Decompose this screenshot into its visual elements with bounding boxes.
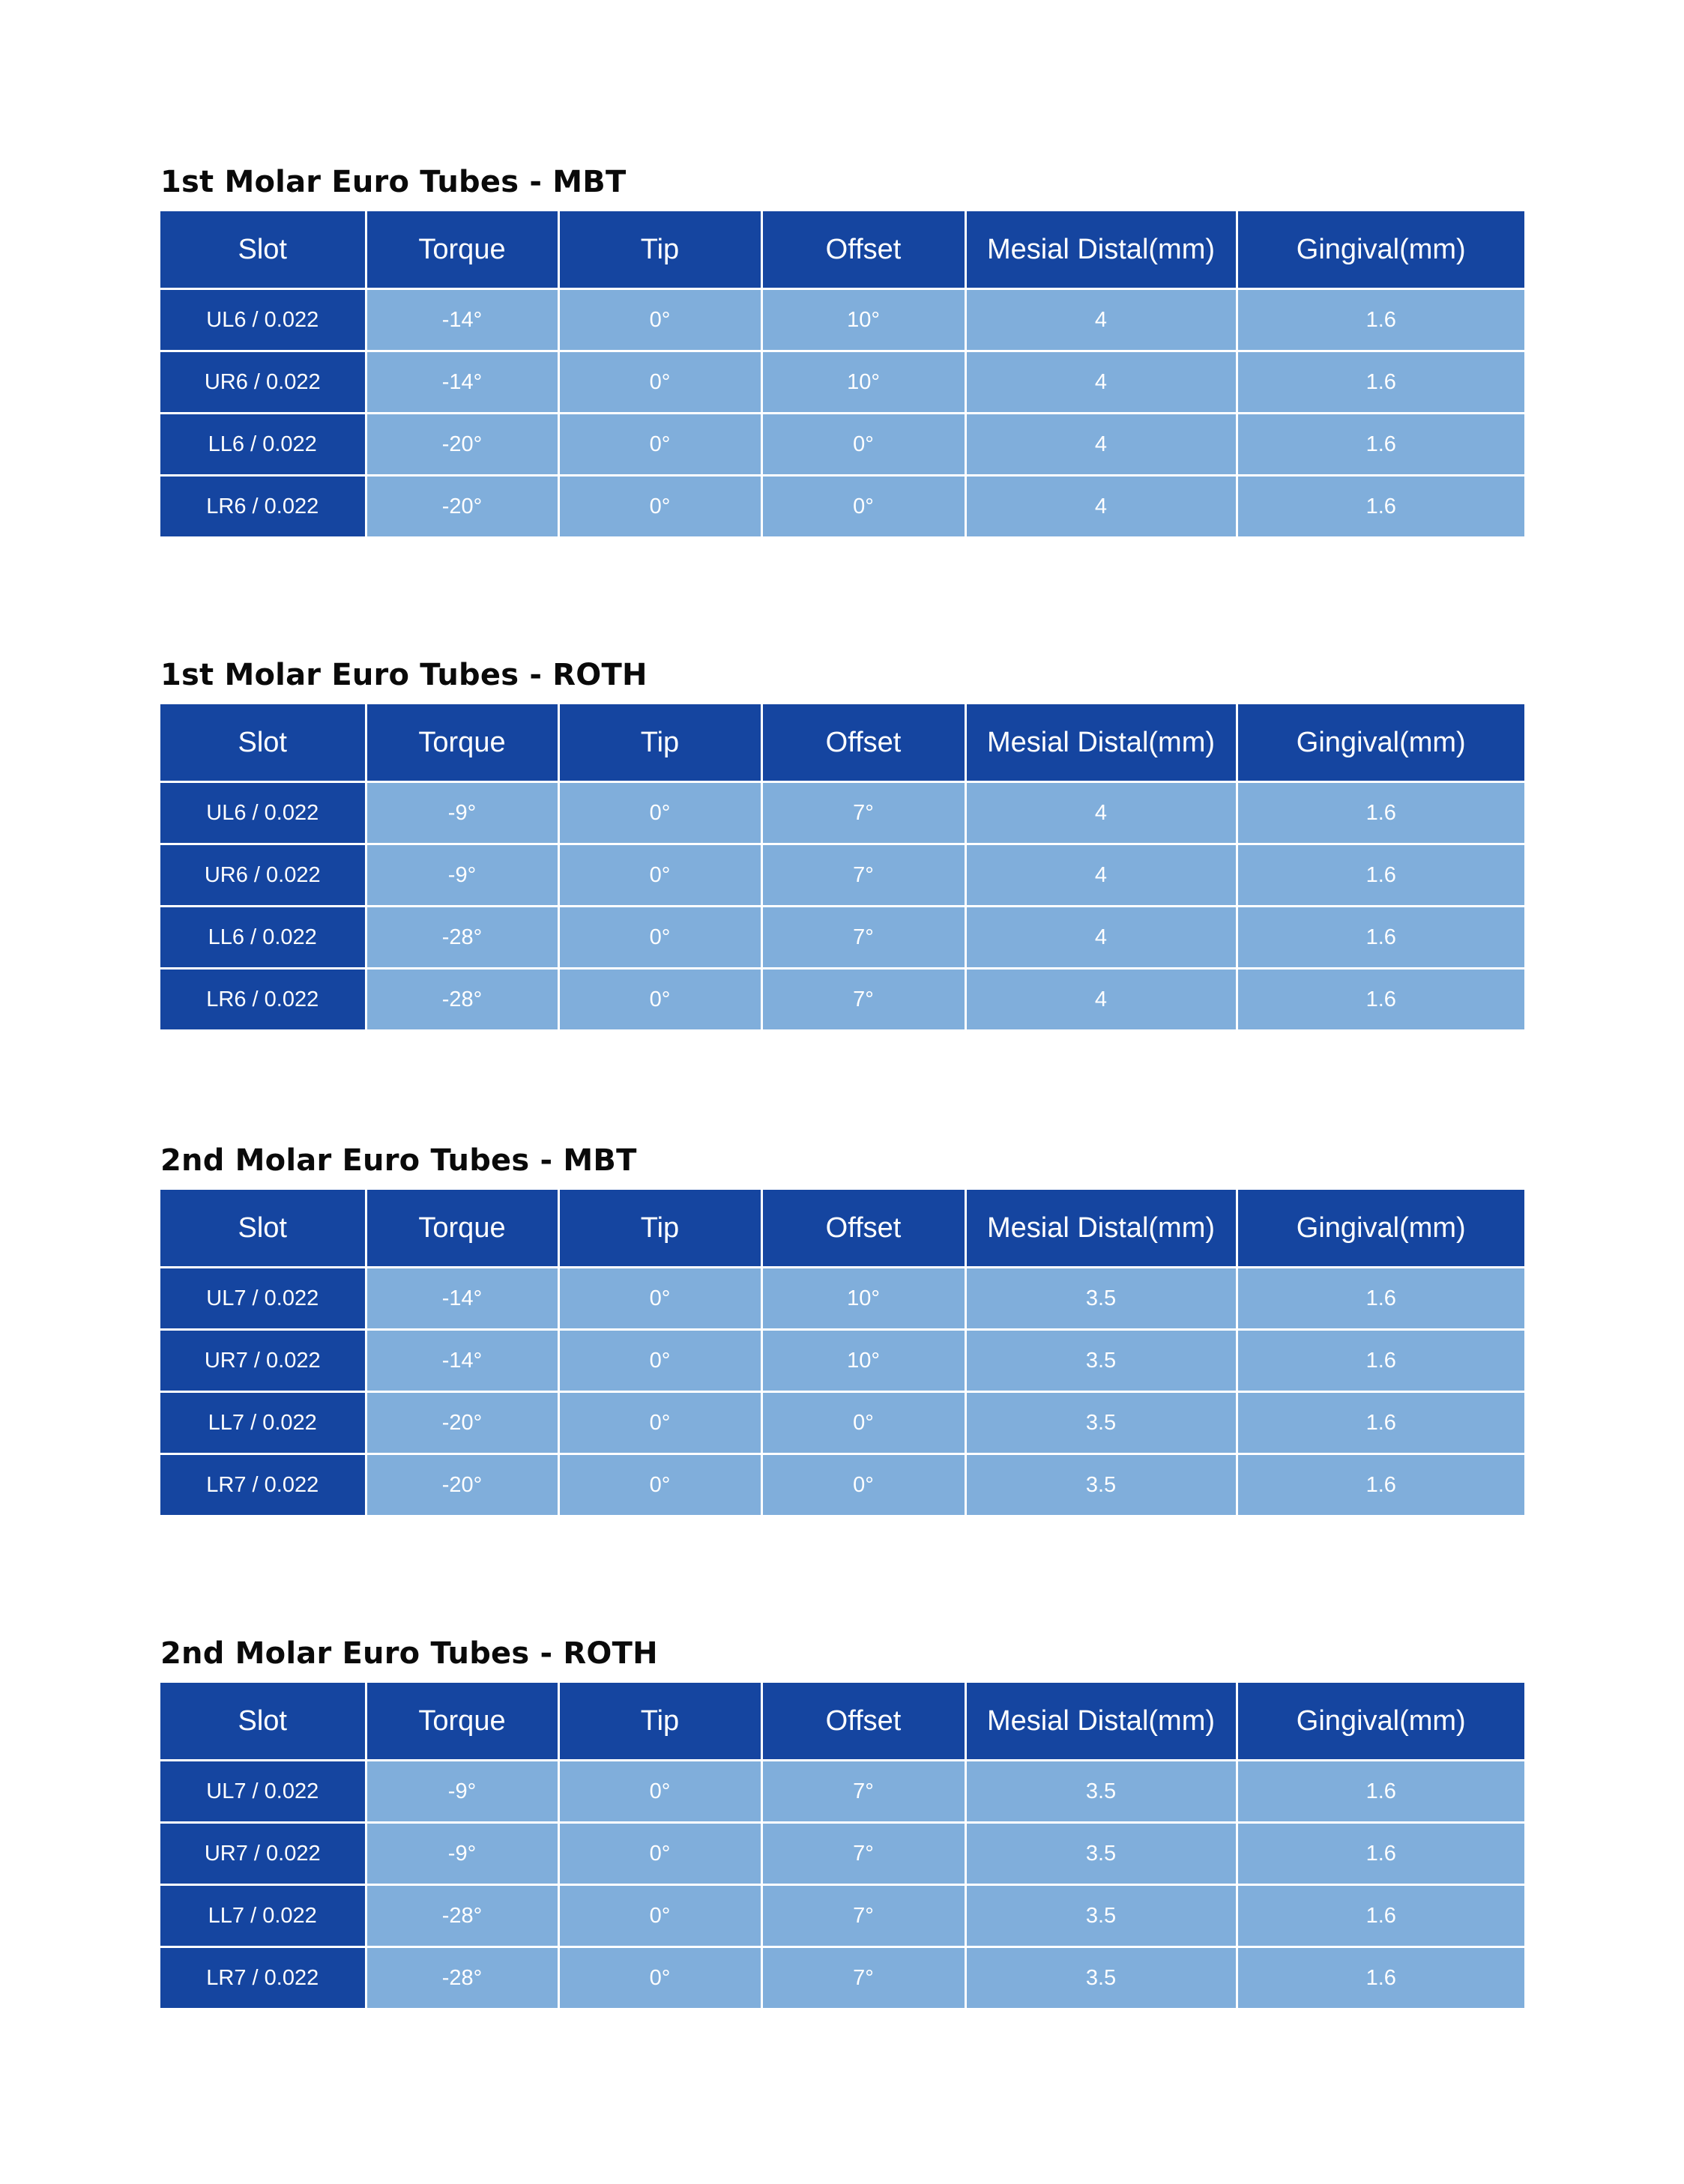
table-row — [160, 414, 1524, 476]
cell-gingival: 1.6 — [1237, 476, 1524, 537]
cell-gingival: 1.6 — [1237, 1947, 1524, 2009]
header-slot: Slot — [160, 704, 366, 782]
cell-gingival: 1.6 — [1237, 907, 1524, 969]
cell-slot: UR7 / 0.022 — [160, 1823, 366, 1885]
table-row — [160, 476, 1524, 537]
header-gingival: Gingival(mm) — [1237, 704, 1524, 782]
cell-slot: LR6 / 0.022 — [160, 476, 366, 537]
cell-mesial-distal: 3.5 — [965, 1392, 1237, 1454]
cell-slot: LL6 / 0.022 — [160, 907, 366, 969]
cell-offset: 7° — [761, 1885, 965, 1947]
cell-tip: 0° — [558, 1392, 761, 1454]
cell-tip: 0° — [558, 1454, 761, 1516]
cell-torque: -28° — [366, 969, 558, 1030]
cell-slot: UR6 / 0.022 — [160, 844, 366, 907]
cell-torque: -20° — [366, 414, 558, 476]
header-offset: Offset — [761, 1683, 965, 1761]
cell-tip: 0° — [558, 1761, 761, 1823]
header-gingival: Gingival(mm) — [1237, 1683, 1524, 1761]
cell-mesial-distal: 3.5 — [965, 1454, 1237, 1516]
table-header-row — [160, 1190, 1524, 1268]
cell-tip: 0° — [558, 907, 761, 969]
cell-gingival: 1.6 — [1237, 289, 1524, 351]
cell-mesial-distal: 4 — [965, 907, 1237, 969]
header-tip: Tip — [558, 1190, 761, 1268]
header-tip: Tip — [558, 1683, 761, 1761]
header-torque: Torque — [366, 1683, 558, 1761]
header-mesial-distal: Mesial Distal(mm) — [965, 1683, 1237, 1761]
cell-torque: -20° — [366, 476, 558, 537]
header-slot: Slot — [160, 1190, 366, 1268]
table-row — [160, 1268, 1524, 1330]
header-mesial-distal: Mesial Distal(mm) — [965, 211, 1237, 289]
cell-tip: 0° — [558, 1947, 761, 2009]
cell-mesial-distal: 3.5 — [965, 1761, 1237, 1823]
table-row — [160, 1392, 1524, 1454]
cell-slot: LR6 / 0.022 — [160, 969, 366, 1030]
header-gingival: Gingival(mm) — [1237, 211, 1524, 289]
cell-slot: LR7 / 0.022 — [160, 1947, 366, 2009]
cell-torque: -20° — [366, 1392, 558, 1454]
cell-gingival: 1.6 — [1237, 1454, 1524, 1516]
cell-offset: 7° — [761, 1823, 965, 1885]
cell-slot: UL6 / 0.022 — [160, 782, 366, 844]
cell-gingival: 1.6 — [1237, 1268, 1524, 1330]
section-title: 1st Molar Euro Tubes - ROTH — [160, 658, 648, 692]
header-torque: Torque — [366, 704, 558, 782]
spec-table — [160, 211, 1524, 536]
cell-offset: 10° — [761, 1268, 965, 1330]
cell-gingival: 1.6 — [1237, 1823, 1524, 1885]
cell-offset: 7° — [761, 844, 965, 907]
cell-offset: 0° — [761, 1454, 965, 1516]
cell-torque: -9° — [366, 1823, 558, 1885]
cell-torque: -9° — [366, 844, 558, 907]
cell-offset: 10° — [761, 1330, 965, 1392]
spec-table — [160, 1683, 1524, 2008]
cell-slot: LL7 / 0.022 — [160, 1885, 366, 1947]
cell-gingival: 1.6 — [1237, 1885, 1524, 1947]
table-row — [160, 1823, 1524, 1885]
header-offset: Offset — [761, 704, 965, 782]
cell-mesial-distal: 4 — [965, 414, 1237, 476]
cell-offset: 10° — [761, 289, 965, 351]
cell-offset: 0° — [761, 1392, 965, 1454]
cell-mesial-distal: 4 — [965, 782, 1237, 844]
cell-offset: 0° — [761, 414, 965, 476]
cell-gingival: 1.6 — [1237, 351, 1524, 414]
cell-mesial-distal: 4 — [965, 844, 1237, 907]
cell-gingival: 1.6 — [1237, 1392, 1524, 1454]
header-slot: Slot — [160, 211, 366, 289]
header-offset: Offset — [761, 1190, 965, 1268]
cell-tip: 0° — [558, 1330, 761, 1392]
cell-torque: -28° — [366, 1885, 558, 1947]
section-title: 2nd Molar Euro Tubes - ROTH — [160, 1636, 658, 1671]
cell-tip: 0° — [558, 476, 761, 537]
cell-slot: UR6 / 0.022 — [160, 351, 366, 414]
cell-slot: LL7 / 0.022 — [160, 1392, 366, 1454]
cell-tip: 0° — [558, 1885, 761, 1947]
cell-slot: UL6 / 0.022 — [160, 289, 366, 351]
cell-offset: 0° — [761, 476, 965, 537]
cell-mesial-distal: 3.5 — [965, 1268, 1237, 1330]
spec-table — [160, 1190, 1524, 1515]
cell-tip: 0° — [558, 414, 761, 476]
cell-mesial-distal: 4 — [965, 476, 1237, 537]
table-row — [160, 1885, 1524, 1947]
cell-gingival: 1.6 — [1237, 969, 1524, 1030]
cell-tip: 0° — [558, 1823, 761, 1885]
cell-tip: 0° — [558, 289, 761, 351]
table-row — [160, 969, 1524, 1030]
cell-slot: UL7 / 0.022 — [160, 1761, 366, 1823]
cell-offset: 7° — [761, 907, 965, 969]
cell-torque: -14° — [366, 289, 558, 351]
cell-tip: 0° — [558, 969, 761, 1030]
cell-offset: 7° — [761, 782, 965, 844]
table-row — [160, 1761, 1524, 1823]
table-row — [160, 289, 1524, 351]
cell-slot: UR7 / 0.022 — [160, 1330, 366, 1392]
cell-torque: -9° — [366, 782, 558, 844]
cell-mesial-distal: 4 — [965, 289, 1237, 351]
cell-mesial-distal: 3.5 — [965, 1885, 1237, 1947]
section-title: 2nd Molar Euro Tubes - MBT — [160, 1143, 637, 1178]
cell-torque: -14° — [366, 1268, 558, 1330]
cell-gingival: 1.6 — [1237, 844, 1524, 907]
cell-mesial-distal: 3.5 — [965, 1330, 1237, 1392]
cell-slot: LL6 / 0.022 — [160, 414, 366, 476]
table-row — [160, 782, 1524, 844]
cell-offset: 7° — [761, 969, 965, 1030]
table-row — [160, 351, 1524, 414]
header-tip: Tip — [558, 211, 761, 289]
cell-gingival: 1.6 — [1237, 782, 1524, 844]
cell-torque: -20° — [366, 1454, 558, 1516]
cell-torque: -28° — [366, 907, 558, 969]
table-row — [160, 844, 1524, 907]
cell-mesial-distal: 4 — [965, 969, 1237, 1030]
cell-torque: -14° — [366, 1330, 558, 1392]
table-header-row — [160, 211, 1524, 289]
cell-offset: 7° — [761, 1947, 965, 2009]
section-title: 1st Molar Euro Tubes - MBT — [160, 165, 627, 199]
cell-offset: 10° — [761, 351, 965, 414]
header-mesial-distal: Mesial Distal(mm) — [965, 704, 1237, 782]
table-header-row — [160, 704, 1524, 782]
cell-mesial-distal: 4 — [965, 351, 1237, 414]
cell-torque: -9° — [366, 1761, 558, 1823]
cell-mesial-distal: 3.5 — [965, 1823, 1237, 1885]
cell-gingival: 1.6 — [1237, 1761, 1524, 1823]
cell-torque: -14° — [366, 351, 558, 414]
cell-slot: LR7 / 0.022 — [160, 1454, 366, 1516]
header-gingival: Gingival(mm) — [1237, 1190, 1524, 1268]
cell-tip: 0° — [558, 844, 761, 907]
cell-gingival: 1.6 — [1237, 1330, 1524, 1392]
header-torque: Torque — [366, 1190, 558, 1268]
cell-tip: 0° — [558, 351, 761, 414]
spec-table — [160, 704, 1524, 1029]
cell-mesial-distal: 3.5 — [965, 1947, 1237, 2009]
cell-tip: 0° — [558, 1268, 761, 1330]
header-offset: Offset — [761, 211, 965, 289]
header-torque: Torque — [366, 211, 558, 289]
table-row — [160, 1947, 1524, 2009]
table-row — [160, 1454, 1524, 1516]
table-header-row — [160, 1683, 1524, 1761]
cell-offset: 7° — [761, 1761, 965, 1823]
cell-tip: 0° — [558, 782, 761, 844]
cell-torque: -28° — [366, 1947, 558, 2009]
header-mesial-distal: Mesial Distal(mm) — [965, 1190, 1237, 1268]
header-slot: Slot — [160, 1683, 366, 1761]
header-tip: Tip — [558, 704, 761, 782]
cell-slot: UL7 / 0.022 — [160, 1268, 366, 1330]
cell-gingival: 1.6 — [1237, 414, 1524, 476]
table-row — [160, 907, 1524, 969]
table-row — [160, 1330, 1524, 1392]
